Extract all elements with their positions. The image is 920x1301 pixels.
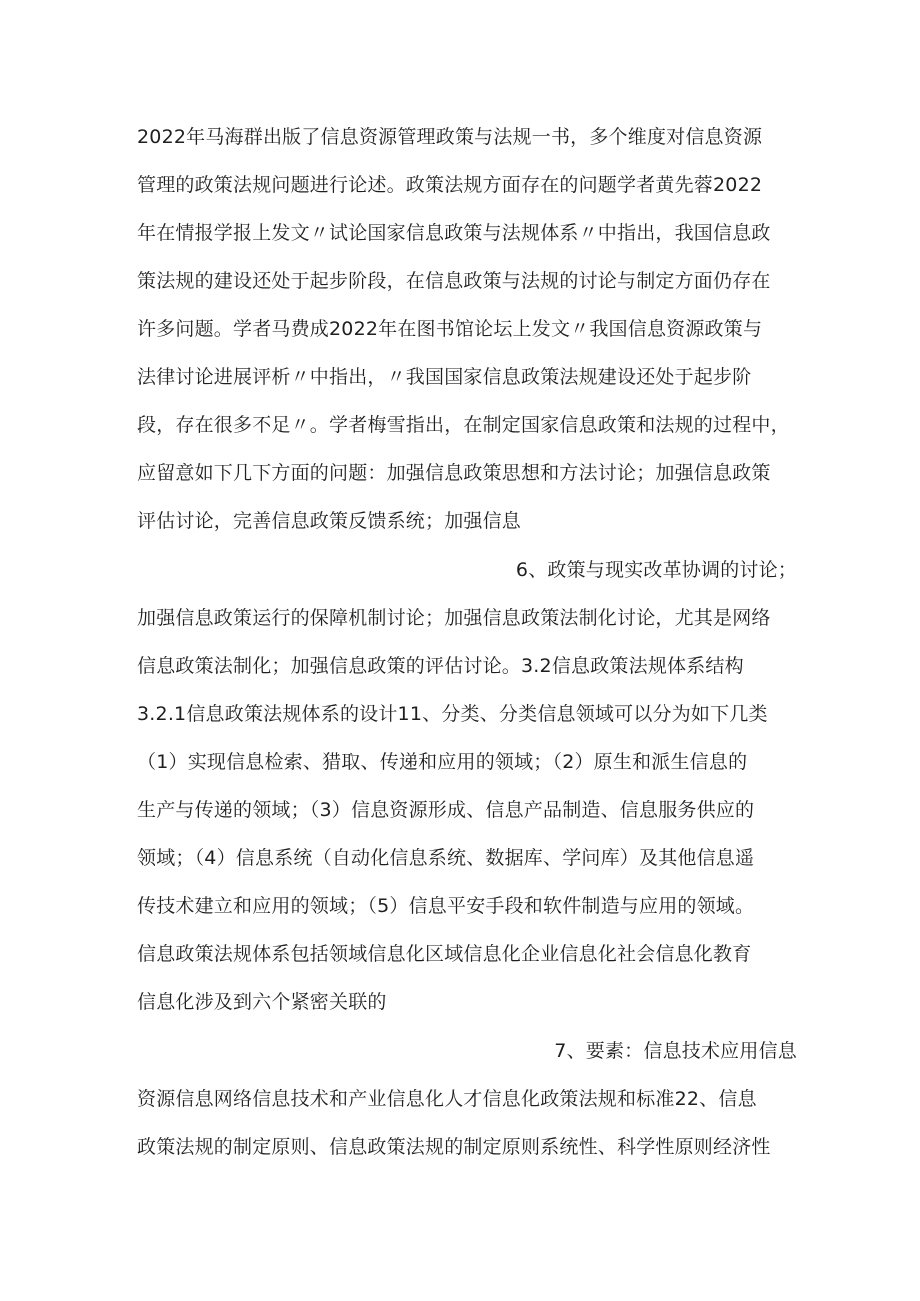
text-line: 生产与传递的领域；（3）信息资源形成、信息产品制造、信息服务供应的 [137,799,755,821]
text-line: 策法规的建设还处于起步阶段，在信息政策与法规的讨论与制定方面仍存在 [137,270,771,292]
text-line: 领域；（4）信息系统（自动化信息系统、数据库、学问库）及其他信息遥 [137,847,755,869]
section-heading-6: 6、政策与现实改革协调的讨论； [515,559,797,581]
text-line: 年在情报学报上发文〃试论国家信息政策与法规体系〃中指出，我国信息政 [137,222,771,244]
text-line: 政策法规的制定原则、信息政策法规的制定原则系统性、科学性原则经济性 [137,1136,771,1158]
text-line: 3.2.1信息政策法规体系的设计11、分类、分类信息领域可以分为如下几类 [137,703,768,725]
text-line: 加强信息政策运行的保障机制讨论；加强信息政策法制化讨论，尤其是网络 [137,607,771,629]
section-heading-7: 7、要素：信息技术应用信息 [554,1040,797,1062]
text-line: 应留意如下几下方面的问题：加强信息政策思想和方法讨论；加强信息政策 [137,462,771,484]
text-line: 许多问题。学者马费成2022年在图书馆论坛上发文〃我国信息资源政策与 [137,318,763,340]
text-line: 资源信息网络信息技术和产业信息化人才信息化政策法规和标准22、信息 [137,1088,757,1110]
text-line: 2022年马海群出版了信息资源管理政策与法规一书，多个维度对信息资源 [137,126,763,148]
text-line: 法律讨论进展评析〃中指出，〃我国国家信息政策法规建设还处于起步阶 [137,366,752,388]
text-line: 段，存在很多不足〃。学者梅雪指出，在制定国家信息政策和法规的过程中， [137,414,790,436]
text-line: （1）实现信息检索、猎取、传递和应用的领域；（2）原生和派生信息的 [137,751,748,773]
text-line: 信息化涉及到六个紧密关联的 [137,991,387,1013]
text-line: 传技术建立和应用的领域；（5）信息平安手段和软件制造与应用的领域。 [137,895,755,917]
text-line: 信息政策法制化；加强信息政策的评估讨论。3.2信息政策法规体系结构 [137,655,744,677]
text-line: 管理的政策法规问题进行论述。政策法规方面存在的问题学者黄先蓉2022 [137,174,763,196]
text-line: 评估讨论，完善信息政策反馈系统；加强信息 [137,510,522,532]
text-line: 信息政策法规体系包括领域信息化区域信息化企业信息化社会信息化教育 [137,943,752,965]
